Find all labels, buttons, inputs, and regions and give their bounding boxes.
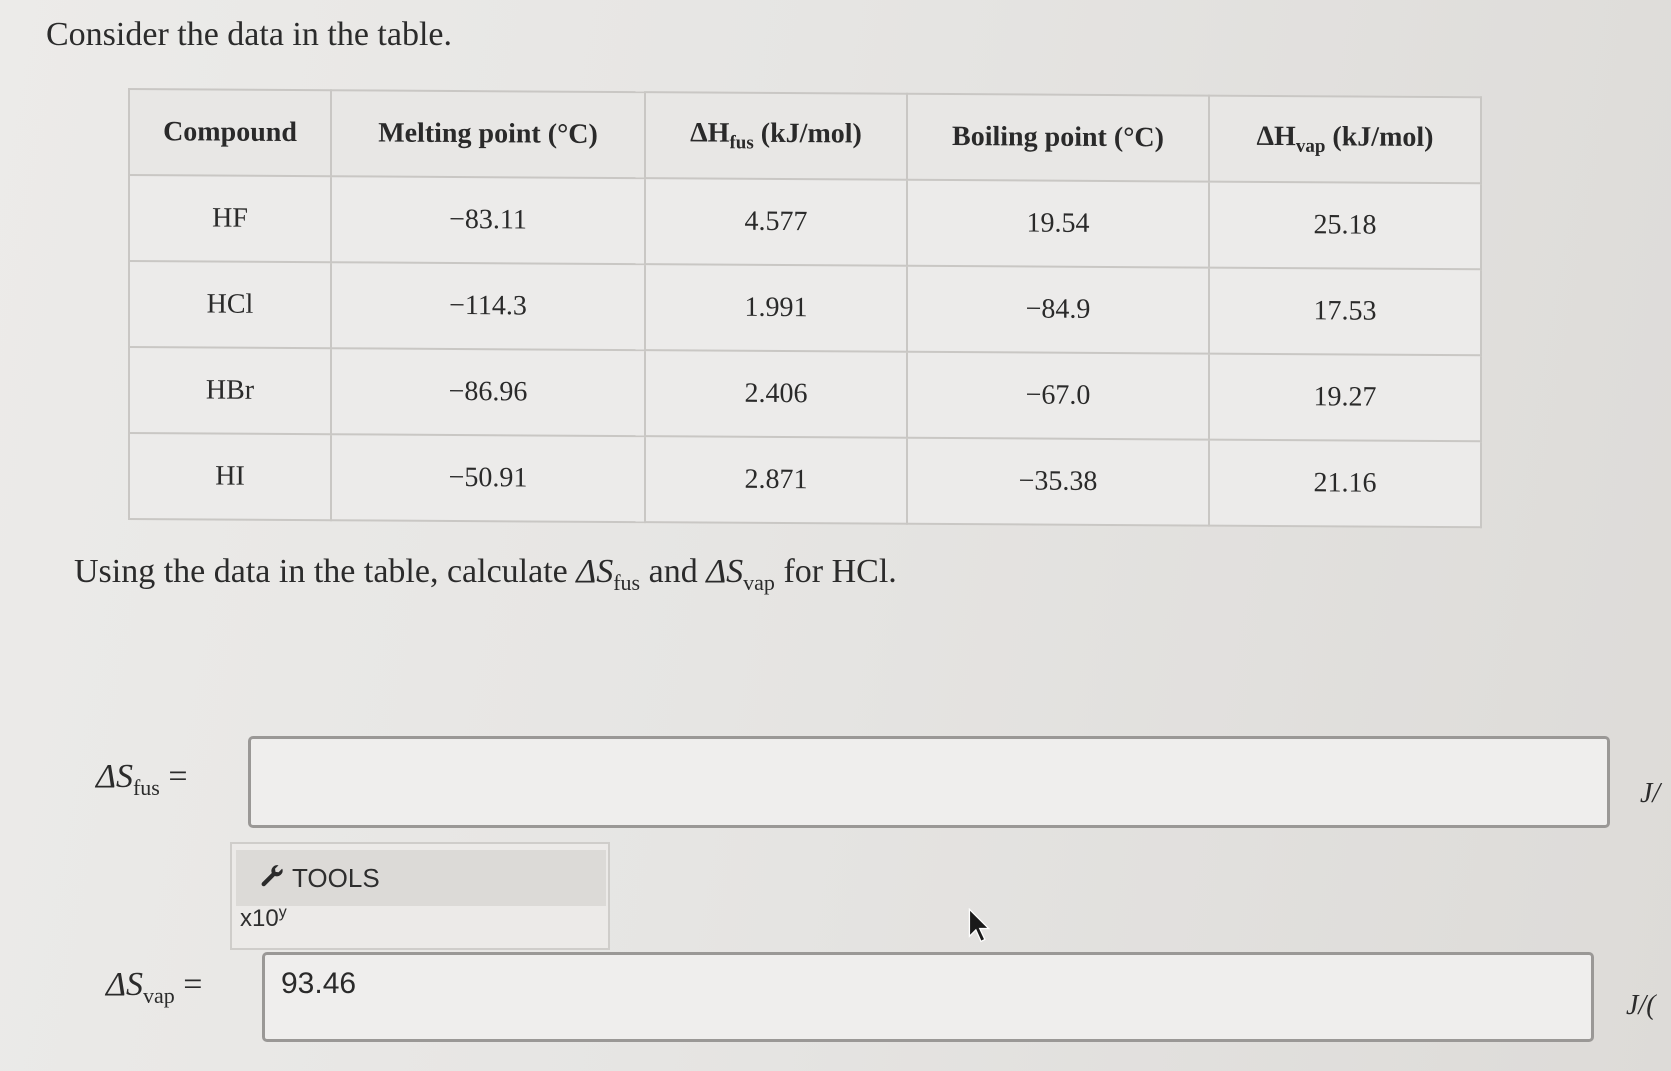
question-text bbox=[74, 553, 897, 596]
fus-answer-input[interactable] bbox=[248, 736, 1610, 828]
table-row bbox=[129, 347, 1481, 441]
cell-dh-vap: 25.18 bbox=[1209, 182, 1481, 270]
fus-answer-unit: J/ bbox=[1640, 778, 1661, 809]
fus-label-equals: = bbox=[159, 758, 188, 795]
table-row bbox=[129, 433, 1481, 527]
header-melting-point: Melting point (°C) bbox=[331, 90, 645, 178]
vap-answer-unit: J/( bbox=[1626, 990, 1656, 1021]
fus-label-symbol: ΔS bbox=[96, 758, 133, 795]
cell-boiling-point: −35.38 bbox=[907, 438, 1209, 526]
vap-label-equals: = bbox=[174, 966, 203, 1003]
vap-answer-value: 93.46 bbox=[281, 967, 357, 1000]
cell-compound: HBr bbox=[129, 347, 331, 434]
sci-notation-button[interactable] bbox=[240, 904, 287, 933]
cell-melting-point: −50.91 bbox=[331, 434, 645, 522]
vap-answer-input[interactable] bbox=[262, 952, 1594, 1042]
cell-dh-vap: 21.16 bbox=[1209, 440, 1481, 528]
cell-melting-point: −83.11 bbox=[331, 176, 645, 264]
header-dh-fus-unit: (kJ/mol) bbox=[753, 117, 862, 150]
vap-label-symbol: ΔS bbox=[106, 966, 143, 1003]
cell-boiling-point: 19.54 bbox=[907, 180, 1209, 268]
cell-dh-vap: 19.27 bbox=[1209, 354, 1481, 442]
header-dh-vap-symbol: ΔH bbox=[1256, 120, 1296, 152]
question-suffix: for HCl. bbox=[774, 553, 897, 590]
question-prefix: Using the data in the table, calculate bbox=[74, 553, 577, 590]
cell-dh-fus: 2.871 bbox=[645, 436, 907, 524]
tools-panel bbox=[230, 842, 610, 950]
question-middle: and bbox=[640, 553, 707, 590]
header-compound: Compound bbox=[129, 89, 331, 176]
cell-compound: HF bbox=[129, 175, 331, 262]
cell-dh-fus: 1.991 bbox=[645, 264, 907, 352]
table-row bbox=[129, 175, 1481, 269]
cell-compound: HCl bbox=[129, 261, 331, 348]
tools-label: TOOLS bbox=[292, 862, 380, 893]
mouse-pointer-icon bbox=[968, 908, 994, 944]
intro-text: Consider the data in the table. bbox=[46, 16, 452, 53]
question-s2-symbol: ΔS bbox=[706, 553, 744, 590]
table-header-row bbox=[129, 89, 1481, 183]
cell-boiling-point: −84.9 bbox=[907, 266, 1209, 354]
wrench-icon bbox=[258, 864, 286, 892]
vap-answer-label bbox=[106, 966, 202, 1009]
vap-label-sub: vap bbox=[142, 982, 175, 1008]
header-dh-vap-unit: (kJ/mol) bbox=[1325, 121, 1434, 153]
cell-melting-point: −114.3 bbox=[331, 262, 645, 350]
cell-dh-fus: 4.577 bbox=[645, 178, 907, 266]
cell-dh-vap: 17.53 bbox=[1209, 268, 1481, 356]
fus-label-sub: fus bbox=[132, 774, 160, 800]
header-dh-fus-sub: fus bbox=[729, 131, 754, 154]
header-dh-vap-sub: vap bbox=[1295, 135, 1326, 157]
header-dh-fus-symbol: ΔH bbox=[690, 117, 730, 149]
header-dh-vap bbox=[1209, 96, 1481, 184]
sci-notation-exponent: y bbox=[278, 904, 287, 921]
fus-answer-label bbox=[96, 758, 188, 801]
header-boiling-point: Boiling point (°C) bbox=[907, 94, 1209, 182]
tools-button[interactable] bbox=[236, 850, 606, 906]
header-dh-fus bbox=[645, 92, 907, 180]
question-s1-sub: fus bbox=[613, 569, 641, 595]
cell-melting-point: −86.96 bbox=[331, 348, 645, 436]
table-row bbox=[129, 261, 1481, 355]
question-s1-symbol: ΔS bbox=[576, 553, 614, 590]
sci-notation-base: x10 bbox=[240, 905, 279, 932]
data-table bbox=[128, 88, 1482, 528]
cell-boiling-point: −67.0 bbox=[907, 352, 1209, 440]
cell-dh-fus: 2.406 bbox=[645, 350, 907, 438]
cell-compound: HI bbox=[129, 433, 331, 520]
question-s2-sub: vap bbox=[743, 569, 775, 595]
